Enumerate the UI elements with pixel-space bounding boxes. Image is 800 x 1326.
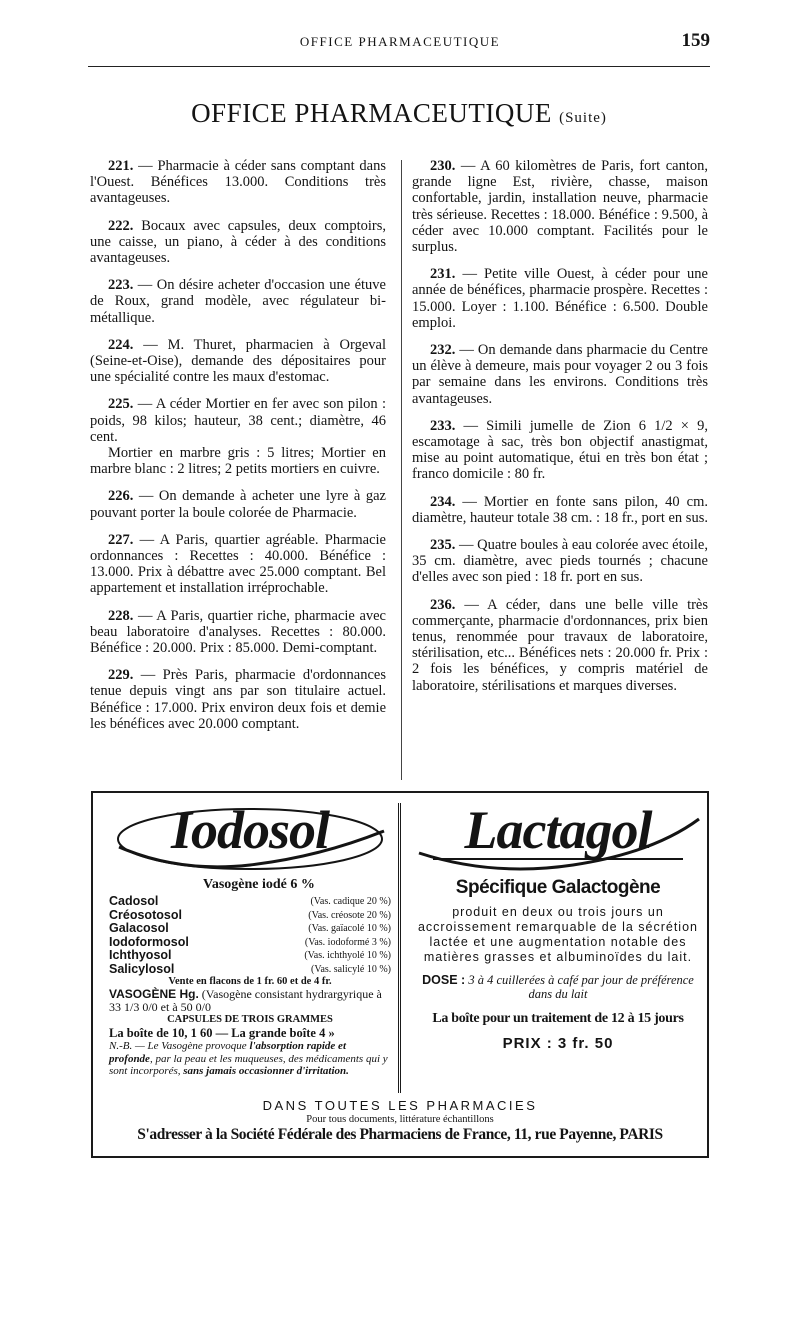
- product-row: [109, 936, 391, 950]
- product-name: Créosotosol: [109, 907, 182, 922]
- product-name: Cadosol: [109, 894, 159, 908]
- classified-entry: [90, 488, 386, 520]
- classified-entry: [412, 158, 708, 255]
- entry-text: — Mortier en fonte sans pilon, 40 cm. diamètre, hauteur totale 38 cm. : 18 fr., port en sus.: [412, 493, 708, 526]
- classified-entry: [412, 342, 708, 407]
- classified-entry: [90, 608, 386, 657]
- classified-entry: [90, 667, 386, 732]
- entry-text: — On demande dans pharmacie du Centre un élève à demeure, mais pour voyager 2 ou 3 fois par semaine dans les environs. Conditions très avantageuses.: [412, 342, 708, 407]
- product-row: [109, 922, 391, 936]
- vasogene-hg-text: (Vasogène consistant hydrargyrique à 33 1/3 0/0 et à 50 0/0: [109, 987, 382, 1014]
- note-emphasis-end: sans jamais occasionner d'irritation.: [183, 1065, 349, 1077]
- classified-entry: [90, 218, 386, 267]
- classified-entry: [412, 537, 708, 586]
- page-title: [88, 98, 710, 129]
- entry-text: — Simili jumelle de Zion 6 1/2 × 9, escamotage à sac, très bon objectif anastigmat, mise au point automatique, étui en très bon état ; franco domicile : 80 fr.: [412, 417, 708, 483]
- classified-entry: [90, 337, 386, 386]
- dose-line: [413, 973, 703, 1001]
- classified-entry: [90, 158, 386, 207]
- product-name: Salicylosol: [109, 961, 175, 976]
- entry-number: 229.: [108, 667, 134, 684]
- entry-text: — Pharmacie à céder sans comptant dans l'Ouest. Bénéfices 13.000. Conditions très avantageuses.: [90, 158, 386, 207]
- documents-line: Pour tous documents, littérature échantillons: [306, 1114, 494, 1125]
- running-head: [90, 30, 710, 54]
- vasogene-hg-label: VASOGÈNE Hg.: [109, 987, 199, 1001]
- product-composition: (Vas. créosote 20 %): [308, 909, 391, 921]
- entry-number: 226.: [108, 488, 134, 505]
- lactagol-box-line: La boîte pour un traitement de 12 à 15 jours: [432, 1011, 684, 1026]
- lactagol-description: produit en deux ou trois jours un accroissement remarquable de la sécrétion lactée et une augmentation notable des matières grasses et albuminoïdes du lait.: [417, 905, 698, 964]
- note-prefix: N.-B. — Le Vasogène provoque: [109, 1040, 250, 1052]
- ad-divider: [398, 803, 401, 1093]
- entry-number: 233.: [430, 417, 456, 434]
- iodosol-ad: [109, 795, 391, 1078]
- entry-number: 228.: [108, 607, 134, 624]
- running-title: OFFICE PHARMACEUTIQUE: [299, 34, 501, 49]
- vasogene-note: [109, 1040, 391, 1078]
- vasogene-hg-line: [109, 988, 391, 1014]
- product-composition: (Vas. salicylé 10 %): [311, 963, 391, 975]
- entry-text: — On demande à acheter une lyre à gaz pouvant porter la boule colorée de Pharmacie.: [90, 488, 386, 521]
- entry-number: 222.: [108, 217, 134, 234]
- entry-text: — A Paris, quartier agréable. Pharmacie ordonnances : Recettes : 40.000. Bénéfice : 13.000. Prix à débattre avec 25.000 comptant. Bel appartement et installation irréprochable.: [90, 531, 386, 597]
- header-rule: [88, 66, 710, 67]
- product-row: [109, 963, 391, 977]
- product-row: [109, 895, 391, 909]
- dose-text: 3 à 4 cuillerées à café par jour de préférence dans du lait: [465, 973, 694, 1001]
- classified-entry: [90, 277, 386, 326]
- entry-number: 225.: [108, 396, 134, 413]
- note-middle: , par la peau et les muqueuses, des médicaments qui y sont incorporés,: [109, 1052, 388, 1077]
- entry-text: Bocaux avec capsules, deux comptoirs, une caisse, un piano, à céder à des conditions avantageuses.: [90, 217, 386, 267]
- product-composition: (Vas. ichthyolé 10 %): [304, 950, 391, 961]
- classified-entry: [90, 532, 386, 597]
- entry-text: — A Paris, quartier riche, pharmacie avec beau laboratoire d'analyses. Recettes : 80.000. Bénéfice : 20.000. Prix : 85.000. Demi-comptant.: [90, 607, 386, 657]
- capsules-line: CAPSULES DE TROIS GRAMMES: [167, 1014, 333, 1025]
- product-composition: (Vas. cadique 20 %): [310, 896, 391, 907]
- entry-number: 230.: [430, 158, 456, 174]
- ad-footer: [93, 1098, 707, 1144]
- classified-entry-continuation: Mortier en marbre gris : 5 litres; Mortier en marbre blanc : 2 litres; 2 petits mortiers en cuivre.: [90, 445, 386, 478]
- entry-number: 224.: [108, 336, 134, 353]
- lactagol-logo-text: Lactagol: [464, 800, 652, 860]
- dose-label: DOSE :: [422, 973, 466, 987]
- entry-number: 223.: [108, 277, 134, 294]
- classified-entry: [412, 266, 708, 331]
- page-title-main: OFFICE PHARMACEUTIQUE: [191, 98, 552, 128]
- page-title-suffix: (Suite): [559, 110, 607, 126]
- product-row: [109, 909, 391, 923]
- entry-text: — A céder Mortier en fer avec son pilon : poids, 98 kilos; hauteur, 38 cent.; diamètre, 46 cent.: [90, 396, 386, 445]
- entry-text: — M. Thuret, pharmacien à Orgeval (Seine-et-Oise), demande des dépositaires pour une spécialité contre les maux d'estomac.: [90, 336, 386, 386]
- entry-number: 234.: [430, 493, 456, 510]
- advertisement-box: [91, 791, 709, 1158]
- product-name: Iodoformosol: [109, 934, 189, 949]
- classified-entry: [412, 597, 708, 694]
- classified-entry: [412, 418, 708, 483]
- lactagol-logo: [413, 795, 703, 875]
- entry-number: 227.: [108, 531, 134, 548]
- lactagol-ad: [413, 795, 703, 1052]
- iodosol-logo-text: Iodosol: [170, 800, 330, 860]
- vasogene-title: Vasogène iodé 6 %: [203, 877, 315, 892]
- iodosol-logo: [109, 795, 391, 875]
- specifique-heading: Spécifique Galactogène: [455, 877, 661, 898]
- column-divider: [401, 160, 402, 780]
- entry-number: 235.: [430, 537, 456, 554]
- entry-text: — A 60 kilomètres de Paris, fort canton, grande ligne Est, rivière, chasse, maison confortable, jardin, installation neuve, pharmacie très sérieuse. Recettes : 18.000. Bénéfice : 9.500, à céder avec 10.000 comptant. Facilités pour le surplus.: [412, 158, 708, 256]
- flacons-line: Vente en flacons de 1 fr. 60 et de 4 fr.: [168, 976, 332, 987]
- product-composition: (Vas. gaïacolé 10 %): [308, 923, 391, 934]
- entry-text: — Quatre boules à eau colorée avec étoile, 35 cm. diamètre, avec pieds tournés ; chacune d'elles avec son pied : 18 fr. port en sus.: [412, 537, 708, 586]
- iodosol-price-line: La boîte de 10, 1 60 — La grande boîte 4 »: [109, 1026, 335, 1040]
- right-column: [412, 158, 708, 705]
- entry-number: 236.: [430, 596, 456, 613]
- entry-text: — Petite ville Ouest, à céder pour une année de bénéfices, pharmacie prospère. Recettes : 15.000. Loyer : 1.100. Bénéfice : 6.500. Double emploi.: [412, 266, 708, 331]
- pharmacies-line: DANS TOUTES LES PHARMACIES: [262, 1098, 538, 1113]
- entry-text: — Près Paris, pharmacie d'ordonnances tenue depuis vingt ans par son titulaire actuel. Bénéfice : 17.000. Prix environ deux fois et demie les bénéfices avec 20.000 comptant.: [90, 667, 386, 732]
- product-name: Ichthyosol: [109, 948, 172, 962]
- entry-text: — On désire acheter d'occasion une étuve de Roux, grand modèle, avec régulateur bi-métallique.: [90, 277, 386, 326]
- product-composition: (Vas. iodoformé 3 %): [304, 936, 391, 948]
- product-name: Galacosol: [109, 921, 169, 935]
- entry-number: 232.: [430, 342, 456, 359]
- classified-entry: [90, 396, 386, 445]
- product-row: [109, 949, 391, 963]
- page-number: 159: [681, 30, 710, 51]
- entry-number: 221.: [108, 158, 134, 174]
- entry-text: — A céder, dans une belle ville très commerçante, pharmacie d'ordonnances, prix bien tenus, renommée pour travaux de laboratoire, stérilisation, etc... Bénéfices nets : 20.000 fr. Prix : 2 fois les bénéfices, y compris matériel de laboratoire, stérilisations et marques diverses.: [412, 596, 708, 694]
- classified-entry: [412, 494, 708, 526]
- note-emphasis: l'absorption rapide et profonde: [109, 1040, 346, 1065]
- entry-number: 231.: [430, 266, 456, 283]
- left-column: [90, 158, 386, 743]
- lactagol-price: PRIX : 3 fr. 50: [502, 1035, 614, 1052]
- address-line: S'adresser à la Société Fédérale des Pharmaciens de France, 11, rue Payenne, PARIS: [137, 1126, 663, 1143]
